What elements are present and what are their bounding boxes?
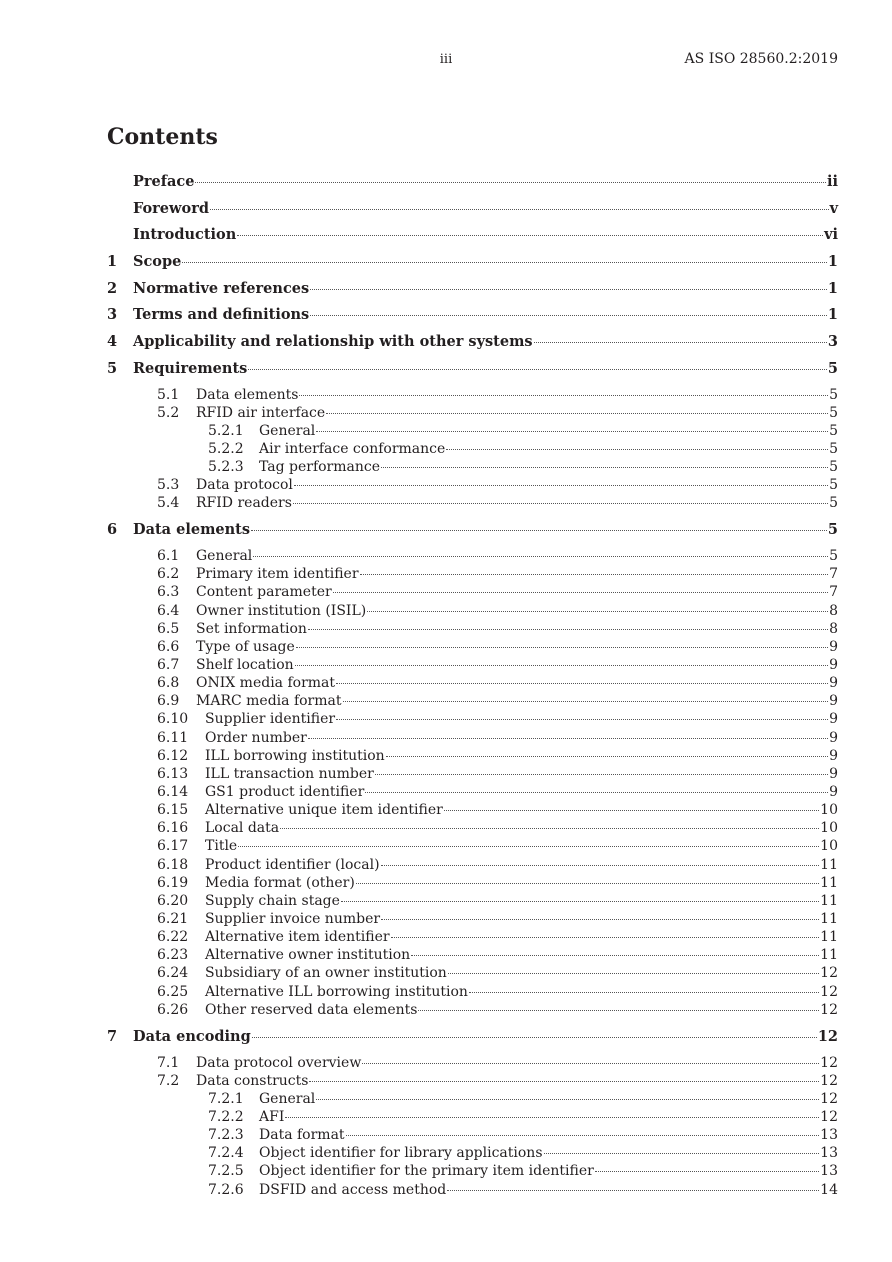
toc-entry-label: Data constructs (196, 1072, 309, 1089)
toc-entry-page: 9 (829, 638, 838, 655)
toc-entry-number: 6 (107, 521, 118, 539)
toc-entry-label: Introduction (133, 226, 237, 244)
toc-entry-page: 1 (827, 306, 838, 324)
toc-entry-number: 6.18 (157, 856, 189, 873)
toc-entry[interactable] (107, 441, 838, 459)
dot-leader (544, 1153, 820, 1154)
toc-entry[interactable] (107, 893, 838, 911)
toc-entry-page: 14 (820, 1181, 838, 1198)
toc-entry-label: Applicability and relationship with other systems (133, 333, 533, 351)
toc-entry-number: 5.2 (157, 404, 180, 421)
toc-entry-number: 6.24 (157, 965, 189, 982)
toc-entry-label: Alternative item identifier (205, 929, 390, 946)
toc-entry-number: 7.2.3 (208, 1127, 244, 1144)
toc-entry[interactable] (107, 711, 838, 729)
dot-leader (343, 701, 829, 702)
dot-leader (386, 756, 828, 757)
toc-entry-label: RFID readers (196, 495, 292, 512)
toc-entry-label: RFID air interface (196, 404, 326, 421)
toc-entry-page: 12 (820, 983, 838, 1000)
toc-entry-number: 4 (107, 333, 118, 351)
toc-entry-number: 6.3 (157, 584, 180, 601)
dot-leader (308, 738, 828, 739)
toc-entry-number: 6.4 (157, 602, 180, 619)
toc-entry-label: GS1 product identifier (205, 784, 365, 800)
dot-leader (316, 431, 828, 432)
toc-entry[interactable] (107, 253, 838, 280)
dot-leader (356, 883, 819, 884)
toc-entry-number: 6.9 (157, 693, 180, 710)
toc-entry-label: Object identifier for library applications (259, 1145, 543, 1162)
toc-entry-page: 10 (820, 802, 838, 819)
toc-entry-number: 6.17 (157, 838, 189, 855)
toc-entry-page: v (829, 199, 838, 217)
dot-leader (381, 467, 828, 468)
dot-leader (280, 828, 819, 829)
toc-entry-number: 6.21 (157, 910, 189, 927)
toc-entry-page: 9 (829, 693, 838, 710)
toc-entry-page: 12 (820, 1054, 838, 1071)
dot-leader (362, 1063, 819, 1064)
toc-entry-number: 7.2.2 (208, 1108, 244, 1125)
toc-entry-number: 6.13 (157, 765, 189, 782)
toc-entry-page: 5 (829, 440, 838, 457)
dot-leader (295, 665, 828, 666)
toc-entry-page: 9 (829, 675, 838, 692)
toc-entry-number: 1 (107, 253, 118, 271)
toc-entry-page: 11 (820, 892, 838, 909)
toc-entry-page: 10 (820, 820, 838, 837)
toc-entry[interactable] (107, 1127, 838, 1145)
toc-entry-page: 9 (829, 765, 838, 782)
dot-leader (595, 1171, 819, 1172)
toc-entry[interactable] (107, 280, 838, 307)
toc-entry-label: Foreword (133, 199, 209, 217)
toc-entry-page: 5 (827, 359, 838, 377)
toc-entry-number: 7.2 (157, 1072, 180, 1089)
toc-entry-page: 5 (829, 386, 838, 403)
toc-entry-number: 7.2.4 (208, 1145, 244, 1162)
toc-entry-label: Local data (205, 820, 280, 837)
toc-entry[interactable] (107, 521, 838, 548)
toc-entry-label: Tag performance (259, 459, 381, 476)
toc-entry[interactable] (107, 333, 838, 360)
dot-leader (326, 413, 828, 414)
dot-leader (444, 810, 819, 811)
dot-leader (252, 1037, 817, 1038)
toc-entry[interactable] (107, 802, 838, 820)
dot-leader (367, 611, 828, 612)
dot-leader (293, 503, 828, 504)
toc-entry-label: Air interface conformance (259, 440, 446, 457)
toc-entry-label: Owner institution (ISIL) (196, 602, 367, 619)
dot-leader (448, 973, 819, 974)
dot-leader (381, 919, 819, 920)
toc-entry[interactable] (107, 639, 838, 657)
toc-entry[interactable] (107, 405, 838, 423)
toc-entry-label: Media format (other) (205, 874, 355, 891)
toc-entry-label: ILL transaction number (205, 765, 374, 782)
toc-entry[interactable] (107, 875, 838, 893)
toc-entry-label: Type of usage (196, 638, 295, 655)
dot-leader (294, 485, 828, 486)
toc-entry-label: ONIX media format (196, 675, 336, 692)
dot-leader (309, 1081, 819, 1082)
toc-entry-number: 6.22 (157, 929, 189, 946)
toc-entry-number: 5.1 (157, 386, 180, 403)
toc-entry-label: Data elements (196, 386, 299, 403)
toc-entry-number: 7 (107, 1027, 118, 1045)
dot-leader (248, 369, 827, 370)
toc-entry[interactable] (107, 675, 838, 693)
toc-entry-number: 6.25 (157, 983, 189, 1000)
toc-entry[interactable] (107, 1055, 838, 1073)
toc-entry-page: 3 (827, 333, 838, 351)
toc-entry-label: Normative references (133, 279, 310, 297)
toc-entry-page: 12 (820, 1001, 838, 1018)
toc-entry-page: 11 (820, 929, 838, 946)
toc-entry[interactable] (107, 766, 838, 784)
toc-entry[interactable] (107, 200, 838, 227)
toc-entry-number: 6.11 (157, 729, 189, 746)
toc-entry-page: 9 (829, 729, 838, 746)
toc-entry-label: Data format (259, 1127, 345, 1144)
toc-entry[interactable] (107, 820, 838, 838)
toc-entry-number: 2 (107, 279, 118, 297)
toc-entry[interactable] (107, 929, 838, 947)
toc-entry-label: Supply chain stage (205, 892, 340, 909)
toc-entry-page: 9 (829, 784, 838, 800)
toc-entry[interactable] (107, 1109, 838, 1127)
toc-entry[interactable] (107, 984, 838, 1002)
dot-leader (310, 289, 827, 290)
toc-entry-number: 6.2 (157, 566, 180, 583)
toc-entry-label: Object identifier for the primary item identifier (259, 1163, 594, 1180)
toc-entry-number: 3 (107, 306, 118, 324)
toc-entry-page: 5 (829, 548, 838, 565)
toc-entry-page: 7 (829, 566, 838, 583)
toc-entry-number: 6.14 (157, 784, 189, 800)
toc-entry-page: 8 (829, 620, 838, 637)
toc-entry-label: Data elements (133, 521, 251, 539)
toc-entry-number: 5.2.2 (208, 440, 244, 457)
toc-entry-page: 11 (820, 910, 838, 927)
toc-entry-label: Alternative ILL borrowing institution (205, 983, 468, 1000)
toc-entry-page: 13 (820, 1145, 838, 1162)
toc-entry-label: Data protocol (196, 477, 293, 494)
toc-entry-page: 5 (829, 477, 838, 494)
toc-entry-number: 6.23 (157, 947, 189, 964)
toc-entry[interactable] (107, 748, 838, 766)
toc-entry[interactable] (107, 548, 838, 566)
toc-entry[interactable] (107, 1163, 838, 1181)
toc-entry[interactable] (107, 730, 838, 748)
toc-entry-label: General (259, 422, 316, 439)
toc-entry-label: General (196, 548, 253, 565)
dot-leader (316, 1099, 819, 1100)
toc-entry[interactable] (107, 603, 838, 621)
toc-entry-page: 5 (827, 521, 838, 539)
toc-entry-label: Other reserved data elements (205, 1001, 418, 1018)
dot-leader (411, 955, 819, 956)
dot-leader (447, 1190, 819, 1191)
toc-entry-number: 5.3 (157, 477, 180, 494)
toc-entry-label: Subsidiary of an owner institution (205, 965, 447, 982)
toc-entry[interactable] (107, 621, 838, 639)
toc-entry-label: Supplier invoice number (205, 910, 381, 927)
toc-entry-page: 13 (820, 1163, 838, 1180)
dot-leader (341, 901, 819, 902)
toc-entry-number: 6.8 (157, 675, 180, 692)
toc-entry-label: Title (205, 838, 238, 855)
toc-entry-number: 5.4 (157, 495, 180, 512)
toc-entry-page: 7 (829, 584, 838, 601)
toc-entry-number: 6.19 (157, 874, 189, 891)
toc-entry-page: 12 (820, 1108, 838, 1125)
toc-entry-label: Supplier identifier (205, 711, 336, 728)
toc-entry-number: 6.10 (157, 711, 189, 728)
toc-entry-label: AFI (259, 1108, 285, 1125)
toc-entry[interactable] (107, 495, 838, 513)
toc-entry-page: 9 (829, 747, 838, 764)
toc-entry-number: 7.1 (157, 1054, 180, 1071)
toc-entry-label: Terms and definitions (133, 306, 310, 324)
dot-leader (182, 262, 827, 263)
dot-leader (333, 592, 828, 593)
toc-entry-number: 6.20 (157, 892, 189, 909)
toc-entry-number: 6.5 (157, 620, 180, 637)
toc-entry-number: 7.2.5 (208, 1163, 244, 1180)
toc-entry-label: Set information (196, 620, 307, 637)
toc-entry[interactable] (107, 306, 838, 333)
toc-entry-label: Preface (133, 173, 195, 190)
toc-entry-number: 7.2.1 (208, 1090, 244, 1107)
toc-entry-page: 1 (827, 279, 838, 297)
dot-leader (210, 209, 829, 210)
toc-entry[interactable] (107, 947, 838, 965)
toc-entry-page: 5 (829, 459, 838, 476)
toc-entry[interactable] (107, 1073, 838, 1091)
toc-entry-label: DSFID and access method (259, 1181, 447, 1198)
dot-leader (285, 1117, 819, 1118)
toc-entry-page: 12 (820, 1090, 838, 1107)
toc-entry-page: 11 (820, 856, 838, 873)
toc-entry-label: Order number (205, 729, 307, 746)
dot-leader (375, 774, 828, 775)
dot-leader (418, 1010, 819, 1011)
toc-entry-label: Shelf location (196, 657, 294, 674)
toc-entry[interactable] (107, 226, 838, 253)
toc-entry-page: 11 (820, 947, 838, 964)
toc-entry-label: Data protocol overview (196, 1054, 362, 1071)
toc-entry[interactable] (107, 477, 838, 495)
toc-entry-label: Scope (133, 253, 182, 271)
toc-entry-label: Product identifier (local) (205, 856, 380, 873)
toc-entry[interactable] (107, 173, 838, 200)
toc-entry-label: MARC media format (196, 693, 342, 710)
toc-entry-page: 13 (820, 1127, 838, 1144)
toc-entry-label: General (259, 1090, 316, 1107)
toc-entry-number: 6.12 (157, 747, 189, 764)
dot-leader (253, 556, 828, 557)
toc-entry-label: Requirements (133, 359, 248, 377)
toc-entry-page: 12 (820, 965, 838, 982)
toc-entry-page: 9 (829, 711, 838, 728)
toc-entry-page: vi (824, 226, 838, 244)
dot-leader (365, 792, 828, 793)
toc-entry-number: 5 (107, 359, 118, 377)
toc-entry-number: 6.6 (157, 638, 180, 655)
toc-entry-page: 12 (817, 1027, 838, 1045)
toc-entry-page: ii (826, 173, 838, 190)
toc-entry[interactable] (107, 1002, 838, 1020)
page-number: iii (439, 52, 453, 67)
toc-entry-page: 9 (829, 657, 838, 674)
toc-entry[interactable] (107, 1182, 838, 1200)
standard-designation: AS ISO 28560.2:2019 (684, 51, 838, 67)
toc-entry[interactable] (107, 584, 838, 602)
toc-entry[interactable] (107, 387, 838, 405)
dot-leader (360, 574, 829, 575)
toc-entry[interactable] (107, 1091, 838, 1109)
toc-entry-page: 5 (829, 404, 838, 421)
toc-entry-number: 7.2.6 (208, 1181, 244, 1198)
toc-entry-number: 6.7 (157, 657, 180, 674)
toc-entry-number: 6.26 (157, 1001, 189, 1018)
toc-entry[interactable] (107, 784, 838, 802)
dot-leader (299, 395, 828, 396)
dot-leader (469, 992, 819, 993)
dot-leader (336, 683, 828, 684)
toc-entry-label: ILL borrowing institution (205, 747, 385, 764)
toc-entry[interactable] (107, 566, 838, 584)
dot-leader (534, 342, 827, 343)
dot-leader (195, 182, 826, 183)
table-of-contents (107, 173, 838, 1200)
toc-entry[interactable] (107, 857, 838, 875)
toc-entry-label: Content parameter (196, 584, 332, 601)
toc-entry-page: 5 (829, 422, 838, 439)
toc-entry[interactable] (107, 965, 838, 983)
dot-leader (446, 449, 828, 450)
toc-entry-label: Alternative unique item identifier (205, 802, 443, 819)
toc-entry-page: 12 (820, 1072, 838, 1089)
toc-entry-page: 5 (829, 495, 838, 512)
toc-entry-number: 6.1 (157, 548, 180, 565)
dot-leader (308, 629, 828, 630)
toc-entry-label: Primary item identifier (196, 566, 359, 583)
toc-entry-number: 5.2.1 (208, 422, 244, 439)
toc-entry[interactable] (107, 459, 838, 477)
dot-leader (391, 937, 820, 938)
toc-entry-page: 1 (827, 253, 838, 271)
dot-leader (238, 846, 819, 847)
toc-entry-number: 6.16 (157, 820, 189, 837)
dot-leader (336, 719, 828, 720)
dot-leader (251, 530, 827, 531)
toc-entry[interactable] (107, 1145, 838, 1163)
dot-leader (346, 1135, 820, 1136)
page-title: Contents (107, 124, 218, 150)
dot-leader (296, 647, 828, 648)
toc-entry-number: 5.2.3 (208, 459, 244, 476)
toc-entry-page: 11 (820, 874, 838, 891)
toc-entry-number: 6.15 (157, 802, 189, 819)
dot-leader (310, 315, 827, 316)
toc-entry-page: 8 (829, 602, 838, 619)
toc-entry[interactable] (107, 657, 838, 675)
toc-entry[interactable] (107, 1028, 838, 1055)
toc-entry[interactable] (107, 838, 838, 856)
toc-entry[interactable] (107, 360, 838, 387)
dot-leader (237, 235, 823, 236)
toc-entry[interactable] (107, 423, 838, 441)
toc-entry-label: Alternative owner institution (205, 947, 411, 964)
toc-entry[interactable] (107, 693, 838, 711)
toc-entry-page: 10 (820, 838, 838, 855)
dot-leader (381, 865, 820, 866)
toc-entry-label: Data encoding (133, 1027, 251, 1045)
toc-entry[interactable] (107, 911, 838, 929)
